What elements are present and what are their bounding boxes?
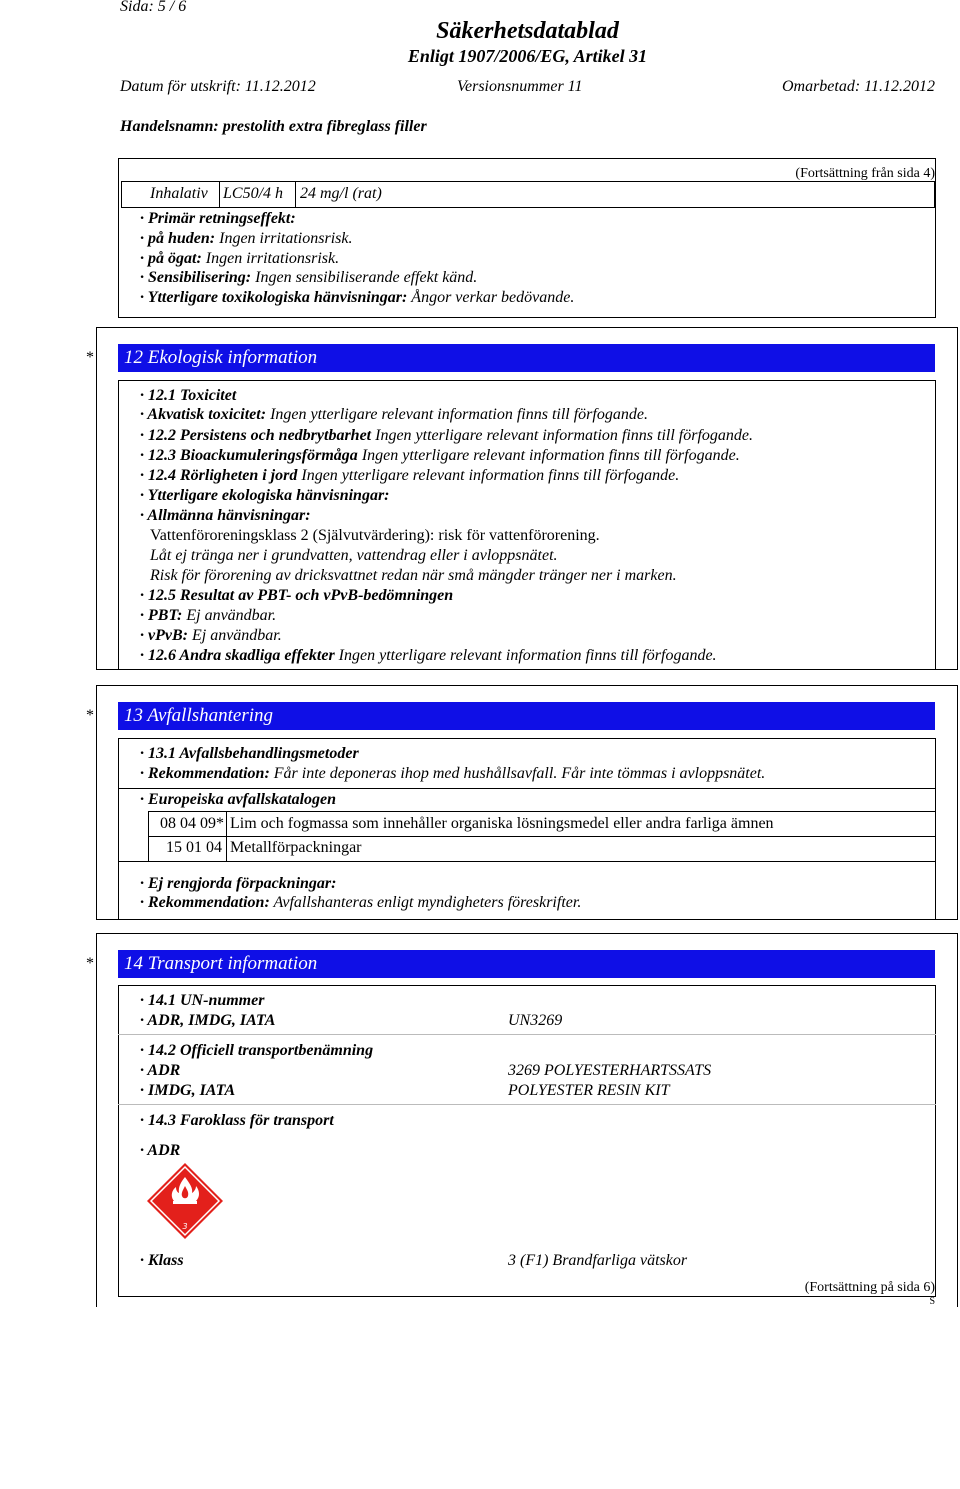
waste-code: 15 01 04 — [166, 839, 222, 856]
continuation-to: (Fortsättning på sida 6) — [804, 1280, 935, 1295]
primary-irritation: · Primär retningseffekt: — [140, 210, 296, 227]
eye-line: · på ögat: Ingen irritationsrisk. — [140, 250, 340, 267]
s12-toxicity: · 12.1 Toxicitet — [140, 387, 237, 404]
print-date: Datum för utskrift: 11.12.2012 — [120, 78, 316, 95]
waste-catalog-heading: · Europeiska avfallskatalogen — [140, 791, 337, 808]
extra-tox-line: · Ytterligare toxikologiska hänvisningar: Ångor verkar bedövande. — [140, 289, 575, 306]
waste-code: 08 04 09* — [160, 815, 224, 832]
un-number: UN3269 — [508, 1012, 563, 1029]
flame-hazard-icon — [146, 1162, 224, 1240]
change-marker: * — [86, 349, 94, 366]
section-13-title: 13 Avfallshantering — [118, 702, 935, 730]
waste-description: Metallförpackningar — [230, 839, 362, 856]
trade-name: Handelsnamn: prestolith extra fibreglass filler — [120, 118, 427, 135]
footer-mark: S — [929, 1296, 935, 1307]
hazard-class: 3 (F1) Brandfarliga vätskor — [508, 1252, 688, 1269]
tox-route: Inhalativ — [150, 185, 208, 202]
revised-date: Omarbetad: 11.12.2012 — [781, 78, 935, 95]
sensitization-line: · Sensibilisering: Ingen sensibiliserande effekt känd. — [140, 269, 478, 286]
continuation-from: (Fortsättning från sida 4) — [795, 166, 935, 181]
version-number: Versionsnummer 11 — [457, 78, 583, 95]
placard-class-number: 3 — [182, 1222, 188, 1231]
section-12-title: 12 Ekologisk information — [118, 344, 935, 372]
skin-line: · på huden: Ingen irritationsrisk. — [140, 230, 353, 247]
imdg-name: POLYESTER RESIN KIT — [508, 1082, 670, 1099]
section-14-title: 14 Transport information — [118, 950, 935, 978]
regulation-line: Enligt 1907/2006/EG, Artikel 31 — [407, 46, 648, 66]
waste-description: Lim och fogmassa som innehåller organiska lösningsmedel eller andra farliga ämnen — [230, 815, 774, 832]
tox-value: 24 mg/l (rat) — [300, 185, 382, 202]
document-title: Säkerhetsdatablad — [436, 18, 619, 44]
adr-name: 3269 POLYESTERHARTSSATS — [508, 1062, 712, 1079]
page-number: Sida: 5 / 6 — [120, 0, 187, 15]
change-marker: * — [86, 955, 94, 972]
tox-type: LC50/4 h — [223, 185, 284, 202]
change-marker: * — [86, 707, 94, 724]
